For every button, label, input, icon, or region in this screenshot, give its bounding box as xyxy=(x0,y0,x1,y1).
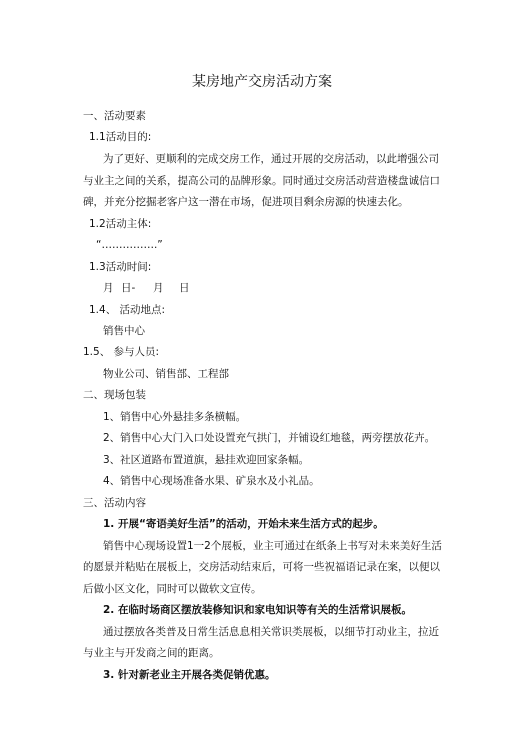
section-2-heading: 二、现场包装 xyxy=(83,389,146,401)
section-1-heading: 一、活动要素 xyxy=(83,110,146,122)
activity-1-line: 销售中心现场设置1一2个展板，业主可通过在纸条上书写对未来美好生活 xyxy=(103,540,442,552)
packaging-item: 2、销售中心大门入口处设置充气拱门，并铺设红地毯，两旁摆放花卉。 xyxy=(103,432,436,444)
subsection-1-5-heading: 1.5、 参与人员: xyxy=(83,346,160,358)
packaging-item: 1、销售中心外悬挂多条横幅。 xyxy=(103,411,247,423)
time-day-end: 日 xyxy=(179,282,190,294)
subsection-1-1-heading: 1.1活动目的: xyxy=(89,131,152,143)
activity-1-line: 的愿景并粘贴在展板上，交房活动结束后，可将一些祝福语记录在案，以便以 xyxy=(83,561,440,573)
activity-2-line: 通过摆放各类普及日常生活息息相关常识类展板，以细节打动业主，拉近 xyxy=(103,626,439,638)
subsection-1-2-heading: 1.2活动主体: xyxy=(89,218,152,230)
packaging-item: 4、销售中心现场准备水果、矿泉水及小礼品。 xyxy=(103,475,320,487)
time-month-end: 月 xyxy=(153,282,164,294)
activity-1-heading: 1. 开展“寄语美好生活”的活动，开始未来生活方式的起步。 xyxy=(103,518,384,530)
activity-place: 销售中心 xyxy=(103,325,145,337)
activity-1-line: 后做小区文化，同时可以做软文宣传。 xyxy=(83,583,262,595)
activity-subject: “…………….” xyxy=(96,239,163,251)
purpose-line: 为了更好、更顺利的完成交房工作，通过开展的交房活动，以此增强公司 xyxy=(103,153,439,165)
time-day-start: 日- xyxy=(121,282,136,294)
activity-3-heading: 3. 针对新老业主开展各类促销优惠。 xyxy=(103,669,276,681)
purpose-line: 与业主之间的关系，提高公司的品牌形象。同时通过交房活动营造楼盘诚信口 xyxy=(83,175,440,187)
activity-2-line: 与业主与开发商之间的距离。 xyxy=(83,647,220,659)
subsection-1-3-heading: 1.3活动时间: xyxy=(89,261,152,273)
time-month-start: 月 xyxy=(103,282,114,294)
packaging-item: 3、社区道路布置道旗，悬挂欢迎回家条幅。 xyxy=(103,454,310,466)
document-title: 某房地产交房活动方案 xyxy=(192,74,332,90)
activity-2-heading: 2. 在临时场商区摆放装修知识和家电知识等有关的生活常识展板。 xyxy=(103,604,412,616)
participants: 物业公司、销售部、工程部 xyxy=(103,368,229,380)
subsection-1-4-heading: 1.4、 活动地点: xyxy=(89,304,166,316)
purpose-line: 碑，并充分挖掘老客户这一潜在市场，促进项目剩余房源的快速去化。 xyxy=(83,196,409,208)
section-3-heading: 三、活动内容 xyxy=(83,497,146,509)
